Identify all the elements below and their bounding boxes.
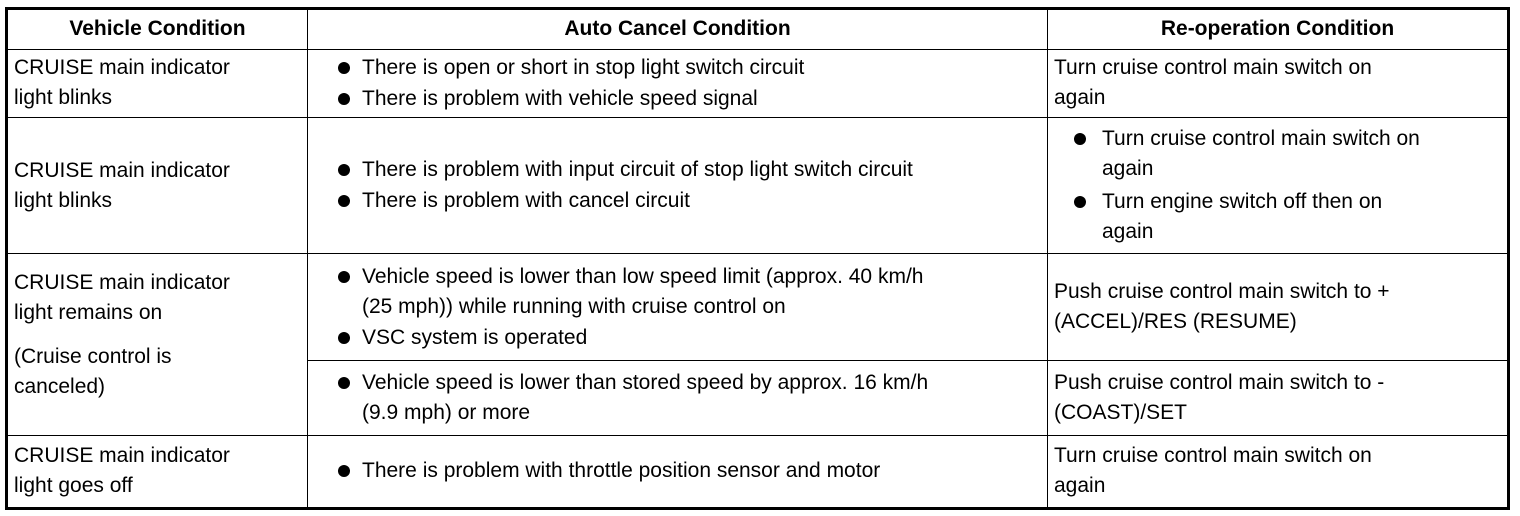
reoperation-line: Turn cruise control main switch on — [1054, 444, 1372, 468]
reoperation-line: (ACCEL)/RES (RESUME) — [1054, 310, 1297, 334]
bullet-item: There is problem with input circuit of stop light switch circuit — [314, 155, 1041, 185]
bullet-line: (9.9 mph) or more — [362, 400, 531, 424]
table-row — [7, 49, 1509, 117]
table-row — [7, 117, 1509, 253]
reoperation-line: Push cruise control main switch to - — [1054, 370, 1385, 394]
bullet-item — [314, 323, 1041, 353]
vehicle-condition-note: (Cruise control is — [14, 345, 172, 369]
reoperation-line: again — [1054, 474, 1106, 498]
bullet-item: There is open or short in stop light switch circuit — [314, 53, 1041, 83]
reoperation-line: Push cruise control main switch to + — [1054, 280, 1390, 304]
bullet-line: Vehicle speed is lower than low speed limit (approx. 40 km/h — [362, 264, 924, 288]
bullet-line: again — [1102, 157, 1154, 181]
bullet-item: There is problem with vehicle speed signal — [314, 84, 1041, 114]
auto-cancel-list — [314, 155, 1041, 216]
header-reoperation-condition: Re-operation Condition — [1048, 9, 1509, 50]
auto-cancel-cell — [308, 117, 1048, 253]
vehicle-condition-line: light blinks — [14, 86, 113, 110]
vehicle-condition-line: CRUISE main indicator — [14, 271, 230, 295]
auto-cancel-cell — [308, 435, 1048, 508]
reoperation-line: again — [1054, 86, 1106, 110]
table-row — [7, 435, 1509, 508]
reoperation-cell — [1048, 49, 1509, 117]
auto-cancel-cell — [308, 49, 1048, 117]
reoperation-list — [1054, 124, 1501, 247]
header-auto-cancel-condition: Auto Cancel Condition — [308, 9, 1048, 50]
vehicle-condition-note: canceled) — [14, 375, 106, 399]
bullet-item: There is problem with cancel circuit — [314, 186, 1041, 216]
bullet-item — [1054, 124, 1501, 184]
table-row — [7, 254, 1509, 361]
reoperation-cell — [1048, 117, 1509, 253]
vehicle-condition-cell — [7, 49, 308, 117]
vehicle-condition-line: light blinks — [14, 188, 113, 212]
bullet-line: (25 mph)) while running with cruise control on — [362, 294, 786, 318]
reoperation-cell — [1048, 435, 1509, 508]
bullet-item — [1054, 187, 1501, 247]
vehicle-condition-line: CRUISE main indicator — [14, 444, 230, 468]
vehicle-condition-line: CRUISE main indicator — [14, 56, 230, 80]
reoperation-line: Turn cruise control main switch on — [1054, 56, 1372, 80]
vehicle-condition-cell — [7, 254, 308, 435]
bullet-line: VSC system is operated — [362, 325, 588, 349]
bullet-item — [314, 262, 1041, 322]
reoperation-cell — [1048, 254, 1509, 361]
cruise-cancel-table — [5, 7, 1510, 510]
vehicle-condition-cell — [7, 435, 308, 508]
bullet-line: Vehicle speed is lower than stored speed by approx. 16 km/h — [362, 370, 929, 394]
vehicle-condition-line: light remains on — [14, 301, 163, 325]
auto-cancel-cell — [308, 254, 1048, 361]
auto-cancel-list — [314, 53, 1041, 114]
bullet-line: Turn cruise control main switch on — [1102, 127, 1420, 151]
auto-cancel-list — [314, 456, 1041, 486]
reoperation-cell — [1048, 361, 1509, 435]
auto-cancel-list — [314, 262, 1041, 353]
reoperation-line: (COAST)/SET — [1054, 400, 1188, 424]
bullet-item: There is problem with throttle position sensor and motor — [314, 456, 1041, 486]
auto-cancel-list — [314, 368, 1041, 428]
header-row — [7, 9, 1509, 50]
header-vehicle-condition: Vehicle Condition — [7, 9, 308, 50]
vehicle-condition-line: CRUISE main indicator — [14, 158, 230, 182]
bullet-line: again — [1102, 220, 1154, 244]
vehicle-condition-line: light goes off — [14, 474, 133, 498]
auto-cancel-cell — [308, 361, 1048, 435]
vehicle-condition-cell — [7, 117, 308, 253]
bullet-line: Turn engine switch off then on — [1102, 190, 1383, 214]
bullet-item — [314, 368, 1041, 428]
